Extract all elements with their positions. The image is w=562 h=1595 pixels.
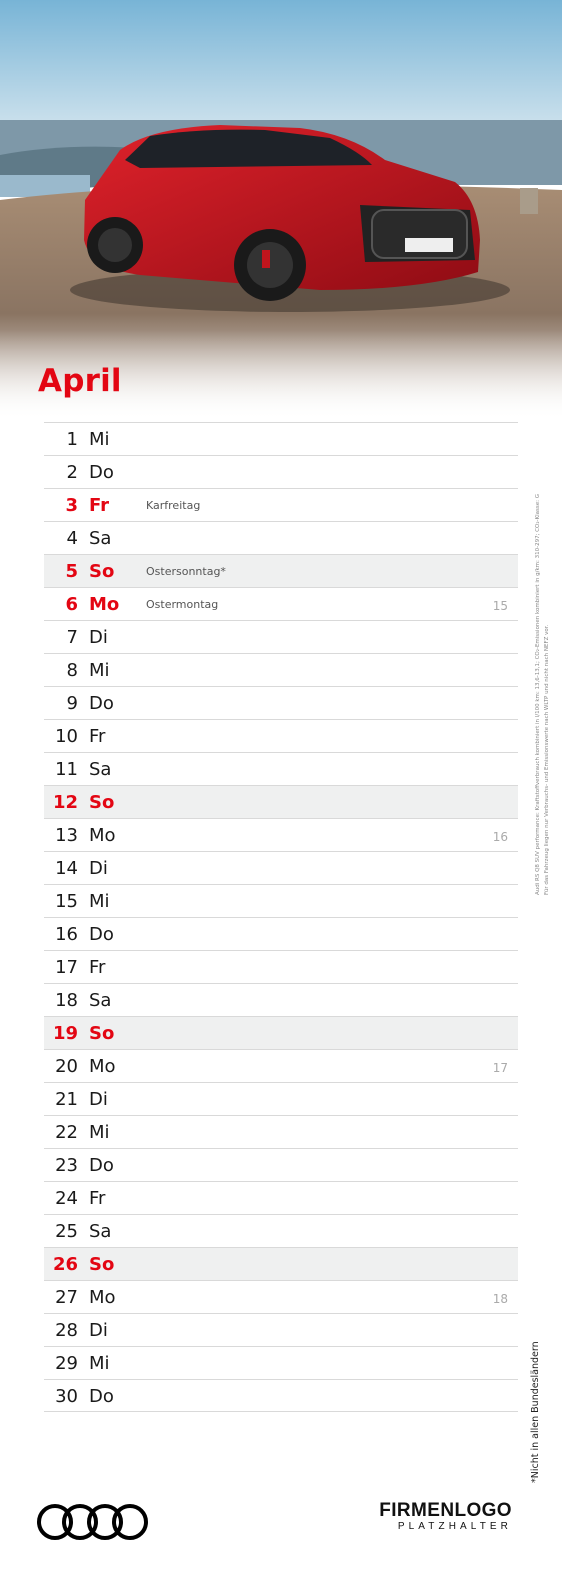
holiday-label: Ostermontag [146, 598, 219, 611]
day-row [44, 752, 518, 785]
holiday-label: Ostersonntag* [146, 565, 226, 578]
day-row [44, 884, 518, 917]
wltp-note: Für das Fahrzeug liegen nur Verbrauchs- und Emissionswerte nach WLTP und nicht nach NEFZ vor. [544, 624, 550, 895]
day-number: 18 [55, 990, 78, 1011]
holiday-label: Karfreitag [146, 499, 201, 512]
company-logo-main: FIRMENLOGO [379, 1500, 512, 1521]
weekday-label: Fr [89, 1188, 106, 1209]
day-number: 8 [66, 660, 78, 681]
day-number: 3 [65, 495, 78, 516]
day-row [44, 818, 518, 851]
weekday-label: Mo [89, 825, 116, 846]
day-row [44, 1247, 518, 1280]
week-number: 16 [492, 830, 508, 844]
day-number: 19 [52, 1023, 78, 1044]
day-number: 29 [55, 1353, 78, 1374]
day-number: 10 [55, 726, 78, 747]
week-number: 17 [492, 1061, 508, 1075]
audi-rings-logo [36, 1501, 150, 1547]
weekday-label: Do [89, 693, 114, 714]
weekday-label: Mi [89, 660, 110, 681]
week-number: 15 [492, 599, 508, 613]
day-row [44, 1280, 518, 1313]
day-number: 16 [55, 924, 78, 945]
day-row [44, 1148, 518, 1181]
day-row [44, 950, 518, 983]
weekday-label: Sa [89, 528, 112, 549]
day-row [44, 1214, 518, 1247]
day-row [44, 554, 518, 587]
day-row [44, 1115, 518, 1148]
weekday-label: Do [89, 1386, 114, 1407]
consumption-note: Audi RS Q8 SUV performance: Kraftstoffverbrauch kombiniert in l/100 km: 13,6-13,1; CO₂-Emissionen kombiniert in g/km: 310-297; CO₂-Klasse: G [535, 493, 541, 895]
weekday-label: So [89, 1254, 115, 1275]
day-number: 9 [66, 693, 78, 714]
day-number: 20 [55, 1056, 78, 1077]
weekday-label: Di [89, 1089, 108, 1110]
weekday-label: Sa [89, 990, 112, 1011]
weekday-label: Do [89, 1155, 114, 1176]
day-row [44, 917, 518, 950]
weekday-label: Do [89, 462, 114, 483]
week-number: 18 [492, 1292, 508, 1306]
weekday-label: Mi [89, 891, 110, 912]
day-number: 25 [55, 1221, 78, 1242]
day-row [44, 587, 518, 620]
day-row [44, 488, 518, 521]
weekday-label: Mi [89, 1353, 110, 1374]
hero-image [0, 0, 562, 420]
month-title: April [38, 363, 122, 399]
day-row [44, 1016, 518, 1049]
day-number: 17 [55, 957, 78, 978]
day-number: 5 [65, 561, 78, 582]
calendar-grid [44, 422, 518, 1412]
day-number: 4 [66, 528, 78, 549]
day-row [44, 422, 518, 455]
day-row [44, 686, 518, 719]
weekday-label: Sa [89, 759, 112, 780]
day-number: 2 [66, 462, 78, 483]
day-number: 14 [55, 858, 78, 879]
day-number: 7 [66, 627, 78, 648]
day-number: 22 [55, 1122, 78, 1143]
day-row [44, 521, 518, 554]
day-row [44, 620, 518, 653]
day-row [44, 1379, 518, 1412]
day-row [44, 1049, 518, 1082]
weekday-label: Di [89, 627, 108, 648]
weekday-label: Fr [89, 957, 106, 978]
company-logo-placeholder [376, 1501, 512, 1533]
day-row [44, 1346, 518, 1379]
weekday-label: Do [89, 924, 114, 945]
weekday-label: Fr [89, 495, 110, 516]
weekday-label: Fr [89, 726, 106, 747]
day-number: 23 [55, 1155, 78, 1176]
day-row [44, 1082, 518, 1115]
weekday-label: So [89, 792, 115, 813]
day-number: 30 [55, 1386, 78, 1407]
weekday-label: Di [89, 1320, 108, 1341]
weekday-label: So [89, 1023, 115, 1044]
day-number: 27 [55, 1287, 78, 1308]
weekday-label: Sa [89, 1221, 112, 1242]
day-row [44, 1313, 518, 1346]
weekday-label: Mo [89, 1056, 116, 1077]
weekday-label: Mo [89, 594, 120, 615]
day-row [44, 455, 518, 488]
day-number: 1 [66, 429, 78, 450]
weekday-label: Mi [89, 1122, 110, 1143]
day-number: 24 [55, 1188, 78, 1209]
day-row [44, 719, 518, 752]
weekday-label: So [89, 561, 115, 582]
day-number: 28 [55, 1320, 78, 1341]
day-number: 12 [52, 792, 78, 813]
day-number: 13 [55, 825, 78, 846]
holiday-footnote: *Nicht in allen Bundesländern [530, 1341, 541, 1483]
day-row [44, 1181, 518, 1214]
day-number: 6 [65, 594, 78, 615]
day-row [44, 653, 518, 686]
day-number: 26 [52, 1254, 78, 1275]
day-number: 11 [55, 759, 78, 780]
weekday-label: Mo [89, 1287, 116, 1308]
day-number: 15 [55, 891, 78, 912]
day-number: 21 [55, 1089, 78, 1110]
weekday-label: Mi [89, 429, 110, 450]
weekday-label: Di [89, 858, 108, 879]
day-row [44, 983, 518, 1016]
company-logo-sub: PLATZHALTER [397, 1521, 512, 1532]
day-row [44, 785, 518, 818]
day-row [44, 851, 518, 884]
